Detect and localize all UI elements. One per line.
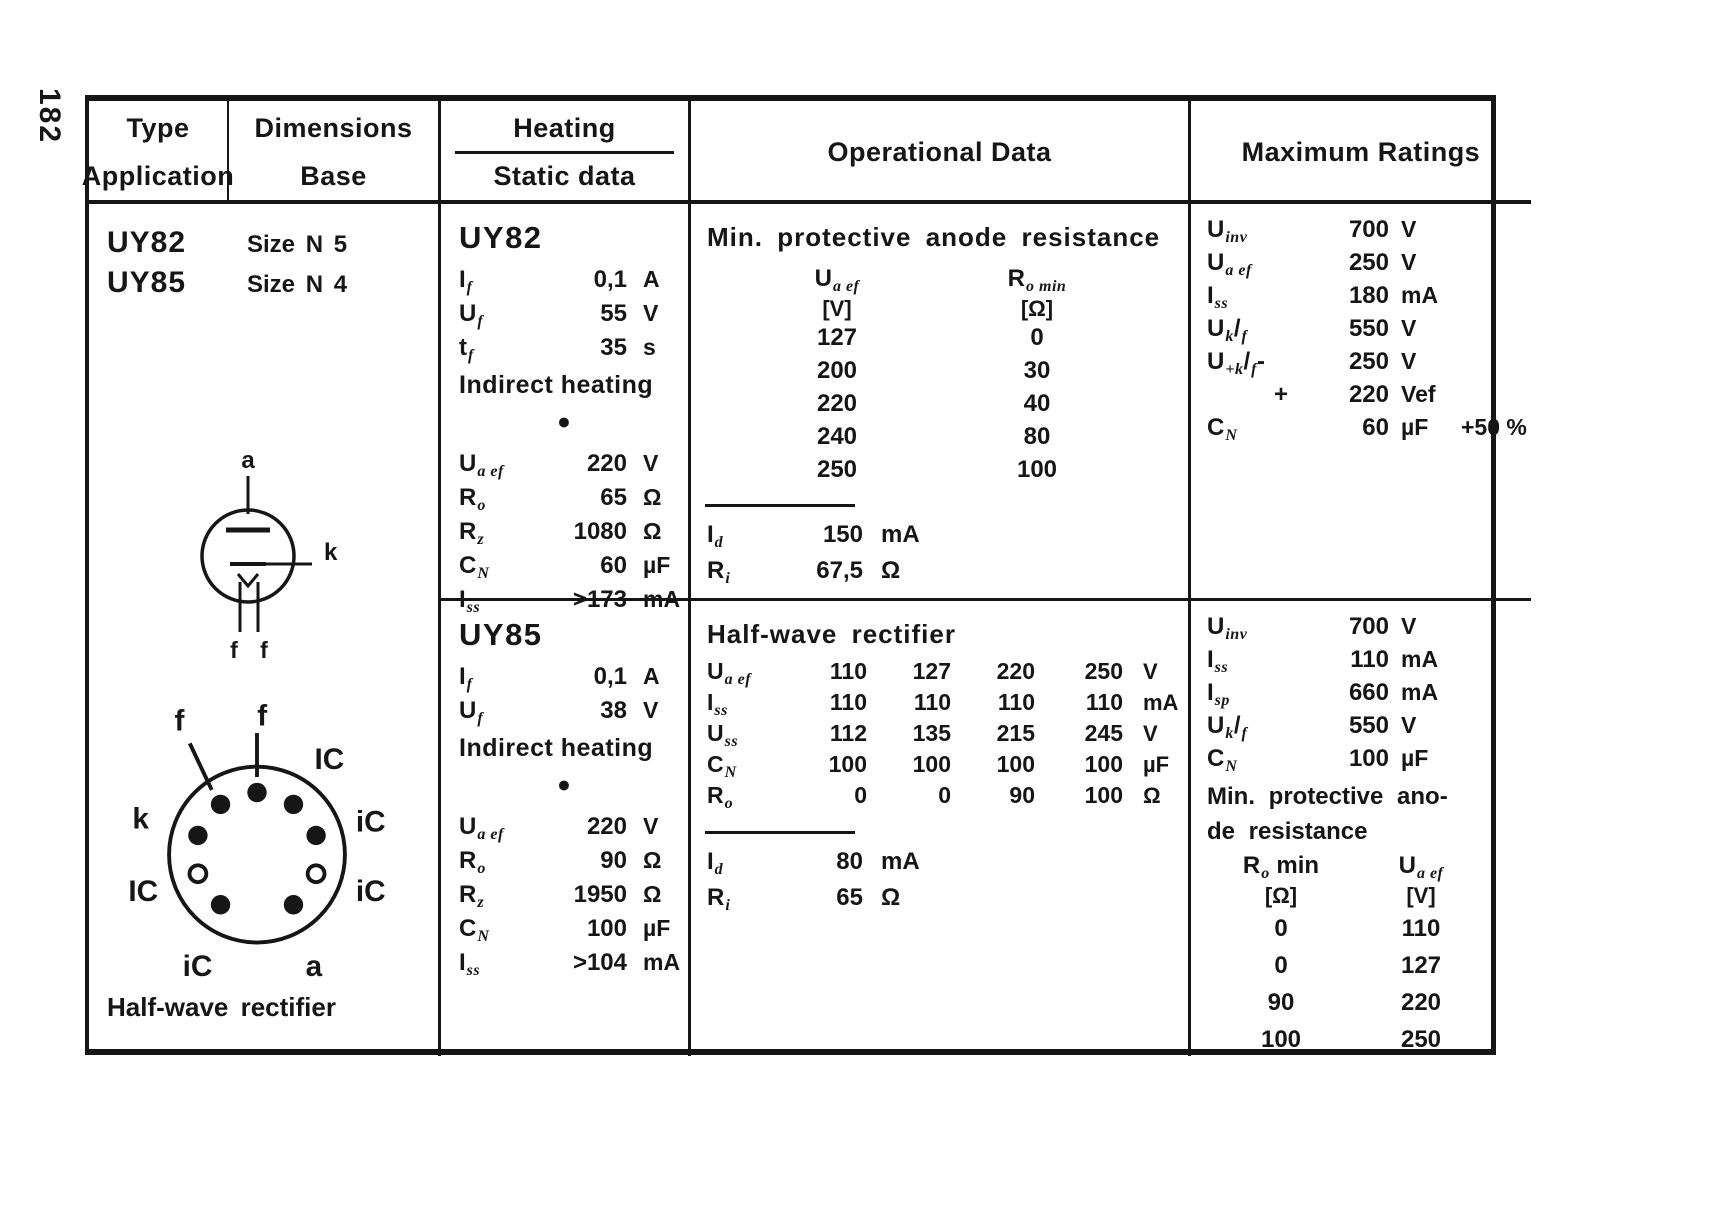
type-list (107, 226, 347, 306)
spec-row-rz: $R_z$ 1950 Ω (459, 881, 662, 911)
size-uy82: Size N 5 (247, 231, 348, 258)
matrix-row-uss: $U_{ss}$ 112 135 215 245 V (707, 720, 1158, 750)
anode-resistance-table-header: $U_{a ef}$ [V] $R_{o min}$ [Ω] (814, 265, 1067, 321)
header-maximum-ratings: Maximum Ratings (1191, 101, 1531, 204)
max-row-uinv: $U_{inv}$ 700 V (1207, 613, 1417, 643)
header-dimensions-base (229, 101, 441, 204)
section-rule (705, 504, 855, 507)
indirect-heating-note: Indirect heating (459, 734, 654, 762)
uy85-max-ratings-cell (1191, 601, 1531, 1056)
page-number: 182 (33, 88, 66, 145)
type-dimensions-cell (89, 204, 441, 1056)
uy82-heating-cell (441, 204, 691, 616)
anode-resistance-row: 200 30 (816, 357, 1051, 384)
tube-type-uy85: UY85 (107, 266, 187, 299)
spec-row-if: $I_f$ 0,1 A (459, 663, 660, 693)
pin-label-ic-left: IC (128, 875, 159, 909)
matrix-row-cn: $C_N$ 100 100 100 100 µF (707, 751, 1170, 781)
matrix-row-iss: $I_{ss}$ 110 110 110 110 mA (707, 689, 1179, 719)
anode-resistance-row: 127 0 (816, 324, 1044, 351)
uy82-operational-cell (691, 204, 1191, 601)
spec-row-ri: $R_i$ 67,5 Ω (707, 557, 901, 587)
anode-resistance-row: 0 110 (1274, 915, 1441, 942)
pin-label-f1: f (174, 704, 185, 738)
spec-row-cn: $C_N$ 60 µF (459, 552, 671, 582)
max-row-ukf: $U_k/_f$ 550 V (1207, 315, 1417, 345)
symbol-heater2-label: f (260, 637, 268, 663)
spec-row-rz: $R_z$ 1080 Ω (459, 518, 662, 548)
header-type-application (81, 101, 235, 204)
tube-circuit-symbol-diagram (164, 452, 354, 667)
bullet-icon: ● (557, 771, 571, 797)
matrix-row-uaef: $U_{a ef}$ 110 127 220 250 V (707, 658, 1158, 688)
max-row-cn: $C_N$ 60 µF +50 % (1207, 414, 1527, 444)
uy82-operational-title: Min. protective anode resistance (707, 222, 1161, 252)
anode-resistance-row: 100 250 (1260, 1026, 1442, 1053)
pin-label-ic-lowerright: iC (355, 875, 386, 909)
type-row-uy82 (107, 226, 347, 266)
pin-label-f2: f (257, 702, 268, 733)
tube-data-table (81, 95, 1527, 1055)
max-row-iss: $I_{ss}$ 110 mA (1207, 646, 1439, 676)
max-row-ukf-plus: $U_{+k}/_f-$ 250 V (1207, 348, 1417, 378)
pin-label-anode: a (305, 950, 323, 984)
spec-row-ro: $R_o$ 65 Ω (459, 484, 662, 514)
symbol-cathode-label: k (324, 539, 338, 566)
spec-row-cn: $C_N$ 100 µF (459, 915, 671, 945)
header-heating-static (441, 101, 691, 204)
max-row-ukf: $U_k/_f$ 550 V (1207, 712, 1417, 742)
matrix-row-ro: $R_o$ 0 0 90 100 Ω (707, 782, 1161, 812)
tube-base-pinout-diagram (107, 702, 407, 1002)
spec-row-uaef: $U_{a ef}$ 220 V (459, 450, 659, 480)
anode-resistance-row: 250 100 (816, 456, 1058, 483)
spec-row-id: $I_d$ 150 mA (707, 521, 920, 551)
spec-row-id: $I_d$ 80 mA (707, 848, 920, 878)
spec-row-ro: $R_o$ 90 Ω (459, 847, 662, 877)
heating-divider-rule (455, 151, 675, 154)
uy85-operational-title: Half-wave rectifier (707, 619, 956, 649)
section-rule (705, 831, 855, 834)
bullet-icon: ● (557, 408, 571, 434)
header-dimensions-label: Dimensions (254, 113, 413, 143)
header-type-label: Type (126, 113, 190, 143)
max-row-cn: $C_N$ 100 µF (1207, 745, 1429, 775)
max-row-uaef: $U_{a ef}$ 250 V (1207, 249, 1417, 279)
application-label: Half-wave rectifier (107, 992, 336, 1022)
header-heating-label: Heating (513, 113, 616, 143)
max-row-iss: $I_{ss}$ 180 mA (1207, 282, 1439, 312)
header-operational-data: Operational Data (691, 101, 1191, 204)
spec-row-uf: $U_f$ 55 V (459, 300, 659, 330)
uy82-heating-title: UY82 (459, 220, 543, 255)
spec-row-iss: $I_{ss}$ >104 mA (459, 949, 681, 979)
spec-row-if: $I_f$ 0,1 A (459, 266, 660, 296)
type-row-uy85 (107, 266, 347, 306)
symbol-anode-label: a (241, 452, 255, 474)
tube-type-uy82: UY82 (107, 226, 187, 259)
min-protective-note-line2: de resistance (1207, 818, 1368, 845)
indirect-heating-note: Indirect heating (459, 371, 654, 399)
size-uy85: Size N 4 (247, 271, 348, 298)
spec-row-tf: $t_f$ 35 s (459, 334, 656, 364)
anode-resistance-row: 0 127 (1274, 952, 1442, 979)
pin-label-ic-bottomleft: iC (182, 950, 213, 984)
spec-row-iss: $I_{ss}$ >173 mA (459, 586, 681, 616)
header-application-label: Application (81, 161, 235, 191)
max-row-plus: + 220 Vef (1273, 381, 1436, 408)
spec-row-uaef: $U_{a ef}$ 220 V (459, 813, 659, 843)
uy85-heating-title: UY85 (459, 617, 543, 652)
anode-resistance-table-header: $R_o$ min [Ω] $U_{a ef}$ [V] (1242, 852, 1444, 908)
anode-resistance-row: 220 40 (816, 390, 1051, 417)
uy82-max-ratings-cell (1191, 204, 1531, 601)
spec-row-uf: $U_f$ 38 V (459, 697, 659, 727)
symbol-heater1-label: f (230, 637, 238, 663)
uy85-heating-cell (441, 601, 691, 1056)
uy85-operational-cell (691, 601, 1191, 1056)
anode-resistance-row: 90 220 (1267, 989, 1442, 1016)
pin-label-ic-topright: IC (314, 743, 345, 777)
pin-label-cathode: k (132, 802, 149, 836)
spec-row-ri: $R_i$ 65 Ω (707, 884, 901, 914)
min-protective-note-line1: Min. protective ano- (1207, 783, 1448, 810)
header-base-label: Base (300, 161, 367, 191)
max-row-uinv: $U_{inv}$ 700 V (1207, 216, 1417, 246)
pin-label-ic-right: iC (355, 805, 386, 839)
max-row-isp: $I_{sp}$ 660 mA (1207, 679, 1439, 709)
anode-resistance-row: 240 80 (816, 423, 1051, 450)
header-static-data-label: Static data (493, 161, 636, 191)
